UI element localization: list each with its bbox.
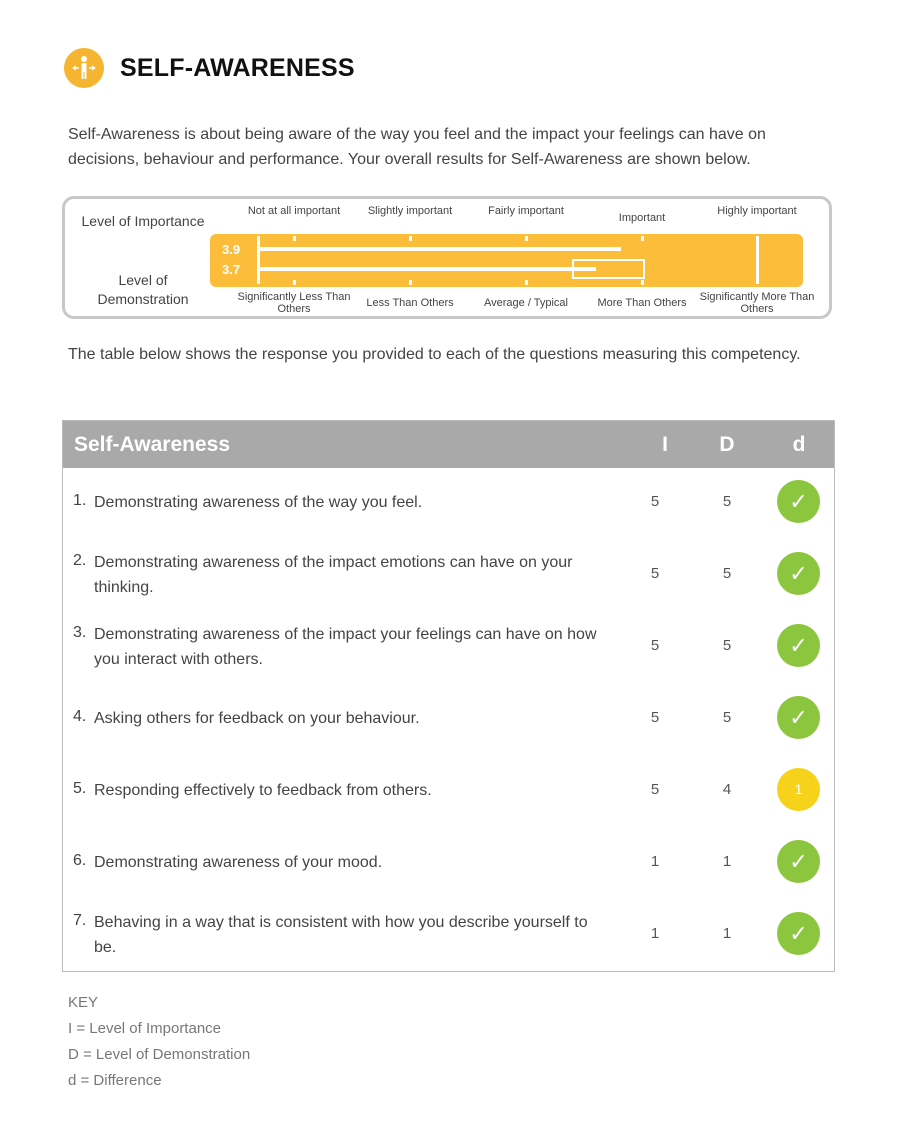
scale-tick bbox=[641, 280, 644, 285]
scale-tick bbox=[293, 236, 296, 241]
question-text: Behaving in a way that is consistent with how you describe yourself to be. bbox=[94, 914, 588, 956]
demonstration-value: 4 bbox=[722, 781, 732, 798]
section-header bbox=[64, 48, 355, 88]
person-arrows-icon bbox=[64, 48, 104, 88]
difference-badge: 1 bbox=[777, 768, 820, 811]
check-icon: ✓ bbox=[777, 912, 820, 955]
question-number: 4. bbox=[73, 708, 87, 725]
importance-value: 5 bbox=[650, 637, 660, 654]
key-line: I = Level of Importance bbox=[68, 1020, 222, 1037]
table-row bbox=[63, 900, 834, 972]
demonstration-value: 1 bbox=[722, 853, 732, 870]
importance-score: 3.9 bbox=[222, 242, 241, 257]
key-title: KEY bbox=[68, 994, 99, 1011]
question-number: 6. bbox=[73, 852, 87, 869]
bottom-scale-label: Less Than Others bbox=[366, 297, 454, 309]
question-number: 7. bbox=[73, 912, 87, 929]
scale-tick bbox=[293, 280, 296, 285]
table-row bbox=[63, 540, 834, 612]
table-row bbox=[63, 756, 834, 828]
check-icon: ✓ bbox=[777, 624, 820, 667]
table-intro: The table below shows the response you provided to each of the questions measuring this competency. bbox=[68, 346, 801, 363]
column-header-demonstration: D bbox=[719, 433, 735, 456]
bottom-scale-label: Average / Typical bbox=[484, 297, 568, 309]
question-text: Demonstrating awareness of the impact emotions can have on your thinking. bbox=[94, 554, 573, 596]
importance-value: 5 bbox=[650, 781, 660, 798]
demonstration-score: 3.7 bbox=[222, 262, 241, 277]
check-icon: ✓ bbox=[777, 840, 820, 883]
scale-tick bbox=[525, 236, 528, 241]
table-row bbox=[63, 612, 834, 684]
importance-label: Level of Importance bbox=[81, 213, 205, 229]
top-scale-label: Not at all important bbox=[247, 205, 341, 217]
table-row bbox=[63, 828, 834, 900]
key-line: D = Level of Demonstration bbox=[68, 1046, 251, 1063]
column-header-importance: I bbox=[662, 433, 668, 456]
page-title: SELF-AWARENESS bbox=[120, 53, 355, 82]
question-number: 3. bbox=[73, 624, 87, 641]
check-icon: ✓ bbox=[777, 480, 820, 523]
demonstration-value: 5 bbox=[722, 565, 732, 582]
importance-value: 5 bbox=[650, 565, 660, 582]
demonstration-bar bbox=[259, 267, 596, 271]
scale-tick bbox=[641, 236, 644, 241]
question-text: Demonstrating awareness of the impact your feelings can have on how you interact with others. bbox=[94, 626, 597, 668]
question-number: 1. bbox=[73, 492, 87, 509]
importance-value: 1 bbox=[650, 925, 660, 942]
top-scale-label: Slightly important bbox=[367, 205, 453, 217]
demonstration-value: 1 bbox=[722, 925, 732, 942]
legend-key bbox=[68, 990, 250, 1094]
question-text: Demonstrating awareness of your mood. bbox=[94, 854, 383, 871]
demonstration-value: 5 bbox=[722, 709, 732, 726]
difference-marker bbox=[572, 259, 645, 279]
demonstration-value: 5 bbox=[722, 637, 732, 654]
intro-paragraph: Self-Awareness is about being aware of the way you feel and the impact your feelings can have on decisions, behaviour and performance. Your overall results for Self-Awareness are shown below. bbox=[68, 126, 766, 168]
question-text: Asking others for feedback on your behaviour. bbox=[94, 710, 420, 727]
question-text: Demonstrating awareness of the way you feel. bbox=[94, 494, 423, 511]
scale-bar-background bbox=[210, 234, 803, 287]
scale-tick bbox=[409, 280, 412, 285]
top-scale-label: Highly important bbox=[717, 205, 797, 217]
table-title: Self-Awareness bbox=[74, 433, 231, 456]
table-header bbox=[63, 421, 834, 468]
column-header-difference: d bbox=[792, 433, 806, 456]
demonstration-value: 5 bbox=[722, 493, 732, 510]
importance-value: 5 bbox=[650, 709, 660, 726]
importance-value: 5 bbox=[650, 493, 660, 510]
scale-end-axis bbox=[756, 236, 759, 284]
check-icon: ✓ bbox=[777, 696, 820, 739]
scale-tick bbox=[409, 236, 412, 241]
table-row bbox=[63, 468, 834, 540]
top-scale-label: Fairly important bbox=[488, 205, 564, 217]
bottom-scale-label: More Than Others bbox=[597, 297, 687, 309]
demonstration-label: Level of Demonstration bbox=[97, 272, 189, 307]
question-text: Responding effectively to feedback from others. bbox=[94, 782, 432, 799]
score-scale-chart bbox=[62, 196, 832, 319]
top-scale-label: Important bbox=[618, 212, 666, 224]
key-line: d = Difference bbox=[68, 1072, 162, 1089]
question-number: 5. bbox=[73, 780, 87, 797]
importance-bar bbox=[259, 247, 621, 251]
bottom-scale-label: Significantly More Than Others bbox=[699, 291, 815, 315]
responses-table bbox=[62, 420, 835, 972]
table-row bbox=[63, 684, 834, 756]
scale-start-axis bbox=[257, 236, 260, 284]
bottom-scale-label: Significantly Less Than Others bbox=[237, 291, 351, 315]
importance-value: 1 bbox=[650, 853, 660, 870]
check-icon: ✓ bbox=[777, 552, 820, 595]
question-number: 2. bbox=[73, 552, 87, 569]
scale-tick bbox=[525, 280, 528, 285]
